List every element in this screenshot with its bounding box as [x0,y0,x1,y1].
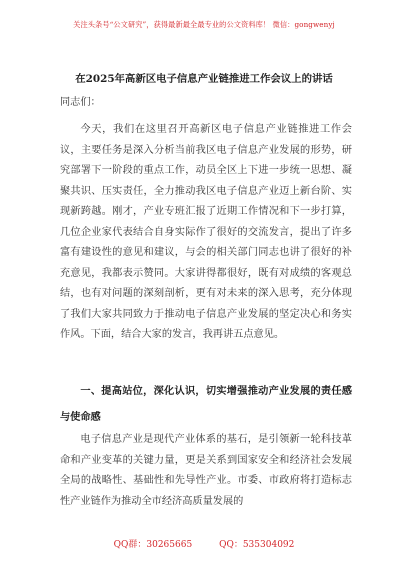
footer-qq: QQ：535304092 [219,540,295,550]
header-banner: 关注头条号“公文研究”，获得最新最全最专业的公文资料库！ 微信：gongwenyj [73,20,335,29]
paragraph-1: 今天，我们在这里召开高新区电子信息产业链推进工作会议，主要任务是深入分析当前我区电子信息产业发展的形势，研究部署下一阶段的重点工作，动员全区上下进一步统一思想、凝聚共识、压实责任，全力推动我区电子信息产业迈上新台阶、实现新跨越。刚才，产业专班汇报了近期工作情况和下一步打算，几位企业家代表结合自身实际作了很好的交流发言，提出了许多富有建设性的意见和建议，与会的相关部门同志也讲了很好的补充意见，我都表示赞同。大家讲得都很好，既有对成绩的客观总结，也有对问题的深刻剖析，更有对未来的深入思考，充分体现了我们大家共同致力于推动电子信息产业发展的坚定决心和务实作风。下面，结合大家的发言，我再讲五点意见。 [60,124,352,340]
footer-contact [0,537,408,550]
paragraph-2: 电子信息产业是现代产业体系的基石，是引领新一轮科技革命和产业变革的关键力量，更是关系到国家安全和经济社会发展全局的战略性、基础性和先导性产业。市委、市政府将打造标志性产业链作为推动全市经济高质量发展的 [60,434,352,507]
document-title: 在2025年高新区电子信息产业链推进工作会议上的讲话 [75,73,333,85]
footer-qq-group: QQ群：30265665 [113,540,193,550]
salutation: 同志们： [60,97,101,108]
section-heading-1: 一、提高站位，深化认识，切实增强推动产业发展的责任感与使命感 [60,385,352,423]
